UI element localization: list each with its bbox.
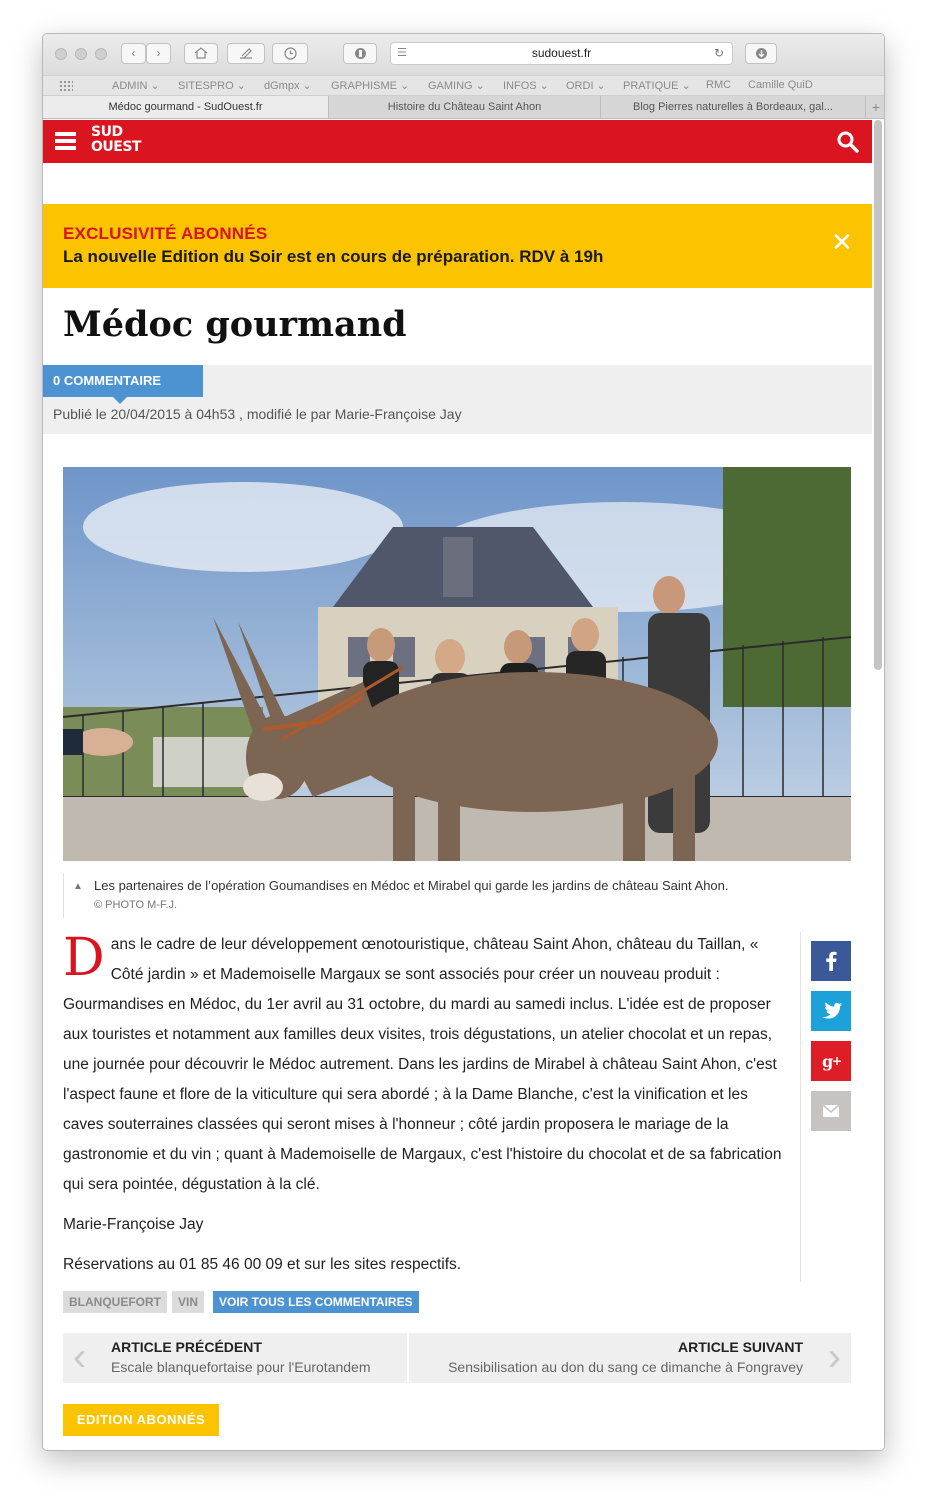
bookmark-dgmpx[interactable]: dGmpx ⌄ xyxy=(264,80,312,92)
url-text: sudouest.fr xyxy=(531,46,592,60)
site-header xyxy=(43,120,872,163)
chevron-left-icon: ‹ xyxy=(73,1335,87,1379)
history-button[interactable] xyxy=(272,43,308,64)
next-article-label: ARTICLE SUIVANT xyxy=(678,1339,803,1355)
logo-line-1: SUD xyxy=(91,124,123,140)
back-button[interactable]: ‹ xyxy=(121,43,146,64)
share-divider xyxy=(800,932,801,1282)
article-meta xyxy=(43,365,872,434)
article-photo xyxy=(63,467,851,861)
sudouest-logo[interactable] xyxy=(91,125,139,161)
browser-window xyxy=(42,33,885,1451)
tab-blog-pierres[interactable]: Blog Pierres naturelles à Bordeaux, gal... xyxy=(601,96,866,118)
article-author: Marie-Françoise Jay xyxy=(63,1216,204,1233)
comment-count-badge[interactable]: 0 COMMENTAIRE xyxy=(43,365,203,397)
bookmark-sitespro[interactable]: SITESPRO ⌄ xyxy=(178,80,246,92)
chevron-right-icon: › xyxy=(827,1335,841,1379)
subscriber-banner xyxy=(43,204,872,288)
share-facebook-button[interactable] xyxy=(811,941,851,981)
bookmark-gaming[interactable]: GAMING ⌄ xyxy=(428,80,485,92)
page-viewport xyxy=(43,120,885,1451)
reload-icon[interactable]: ↻ xyxy=(713,46,724,60)
bookmark-graphisme[interactable]: GRAPHISME ⌄ xyxy=(331,80,410,92)
banner-kicker: EXCLUSIVITÉ ABONNÉS xyxy=(63,224,268,243)
banner-text: La nouvelle Edition du Soir est en cours de préparation. RDV à 19h xyxy=(63,247,604,266)
tab-medoc-gourmand[interactable]: Médoc gourmand - SudOuest.fr xyxy=(43,96,329,118)
photo-credit: © PHOTO M-F.J. xyxy=(94,899,178,911)
caption-arrow-icon: ▲ xyxy=(73,881,83,892)
bookmark-camille-quid[interactable]: Camille QuiD xyxy=(748,79,813,91)
drop-cap: D xyxy=(63,928,105,988)
donkey-chateau-photo xyxy=(63,467,851,861)
edition-abonnes-button[interactable]: EDITION ABONNÉS xyxy=(63,1404,219,1436)
page-title: Médoc gourmand xyxy=(63,304,407,345)
home-icon xyxy=(194,47,208,59)
bookmark-admin[interactable]: ADMIN ⌄ xyxy=(112,80,160,92)
reader-icon[interactable]: ☰ xyxy=(397,47,407,59)
next-article-title: Sensibilisation au don du sang ce dimanche à Fongravey xyxy=(448,1359,803,1375)
grid-icon[interactable] xyxy=(59,80,73,91)
bookmark-ordi[interactable]: ORDI ⌄ xyxy=(566,80,606,92)
forward-button[interactable]: › xyxy=(146,43,171,64)
bookmark-pratique[interactable]: PRATIQUE ⌄ xyxy=(623,80,691,92)
twitter-icon xyxy=(811,991,851,1031)
bookmarks-bar xyxy=(43,75,885,96)
share-twitter-button[interactable] xyxy=(811,991,851,1031)
article-navigation xyxy=(63,1333,851,1383)
shield-icon xyxy=(354,47,367,60)
extension-button[interactable] xyxy=(343,43,377,64)
view-all-comments-button[interactable]: VOIR TOUS LES COMMENTAIRES xyxy=(213,1291,419,1313)
logo-line-2: OUEST xyxy=(91,139,141,155)
close-window-button[interactable] xyxy=(55,48,67,60)
tab-bar xyxy=(43,96,885,119)
close-icon[interactable]: ✕ xyxy=(831,227,853,257)
svg-text:g: g xyxy=(822,1052,834,1071)
previous-article-title: Escale blanquefortaise pour l'Eurotandem xyxy=(111,1359,371,1375)
search-icon[interactable] xyxy=(836,130,860,154)
browser-toolbar xyxy=(43,34,885,75)
svg-text:+: + xyxy=(832,1054,843,1068)
photo-caption: Les partenaires de l’opération Goumandises en Médoc et Mirabel qui garde les jardins de château Saint Ahon. xyxy=(94,878,729,893)
download-icon xyxy=(755,47,768,60)
bookmark-rmc[interactable]: RMC xyxy=(706,79,732,91)
pencil-icon xyxy=(238,47,254,59)
home-button[interactable] xyxy=(184,43,218,64)
publish-date: Publié le 20/04/2015 à 04h53 , modifié le par Marie-Françoise Jay xyxy=(53,406,462,422)
minimize-window-button[interactable] xyxy=(75,48,87,60)
clock-icon xyxy=(284,47,297,60)
googleplus-icon xyxy=(811,1041,851,1081)
article-paragraph xyxy=(63,930,788,1200)
previous-article-link[interactable] xyxy=(63,1333,407,1383)
tab-histoire-chateau[interactable]: Histoire du Château Saint Ahon xyxy=(329,96,601,118)
downloads-button[interactable] xyxy=(745,43,777,64)
previous-article-label: ARTICLE PRÉCÉDENT xyxy=(111,1339,262,1355)
tag-vin[interactable]: VIN xyxy=(172,1291,204,1313)
address-bar[interactable] xyxy=(390,42,733,65)
share-email-button[interactable] xyxy=(811,1091,851,1131)
email-icon xyxy=(811,1091,851,1131)
article-reservations: Réservations au 01 85 46 00 09 et sur les sites respectifs. xyxy=(63,1256,462,1273)
edit-button[interactable] xyxy=(227,43,265,64)
facebook-icon xyxy=(811,941,851,981)
page-scrollbar[interactable] xyxy=(874,120,882,670)
tag-blanquefort[interactable]: BLANQUEFORT xyxy=(63,1291,167,1313)
next-article-link[interactable] xyxy=(409,1333,851,1383)
share-googleplus-button[interactable] xyxy=(811,1041,851,1081)
new-tab-button[interactable]: + xyxy=(871,99,881,115)
caption-divider xyxy=(63,873,64,918)
bookmark-infos[interactable]: INFOS ⌄ xyxy=(503,80,549,92)
menu-icon[interactable] xyxy=(55,132,76,152)
paragraph-text: ans le cadre de leur développement œnotouristique, château Saint Ahon, château du Taillan, « Côté jardin » et Mademoiselle Margaux se sont associés pour créer un nouveau produit : Gourmandises en Médoc, du 1er avril au 31 octobre, du mardi au samedi inclus. L'idée est de proposer aux touristes et notamment aux familles deux visites, trois dégustations, un atelier chocolat et un repas, une journée pour découvrir le Médoc autrement. Dans les jardins de Mirabel à château Saint Ahon, c'est l'aspect faune et flore de la viticulture qui sera abordé ; à la Dame Blanche, c'est la vinification et les caves souterraines classées qui seront mises à l'honneur ; côté jardin proposera le mariage de la gastronomie et du vin ; quant à Mademoiselle de Margaux, c'est l'histoire du chocolat et de sa fabrication qui sera pointée, dégustation à la clé. xyxy=(63,936,782,1193)
article-body xyxy=(63,930,788,1290)
zoom-window-button[interactable] xyxy=(95,48,107,60)
